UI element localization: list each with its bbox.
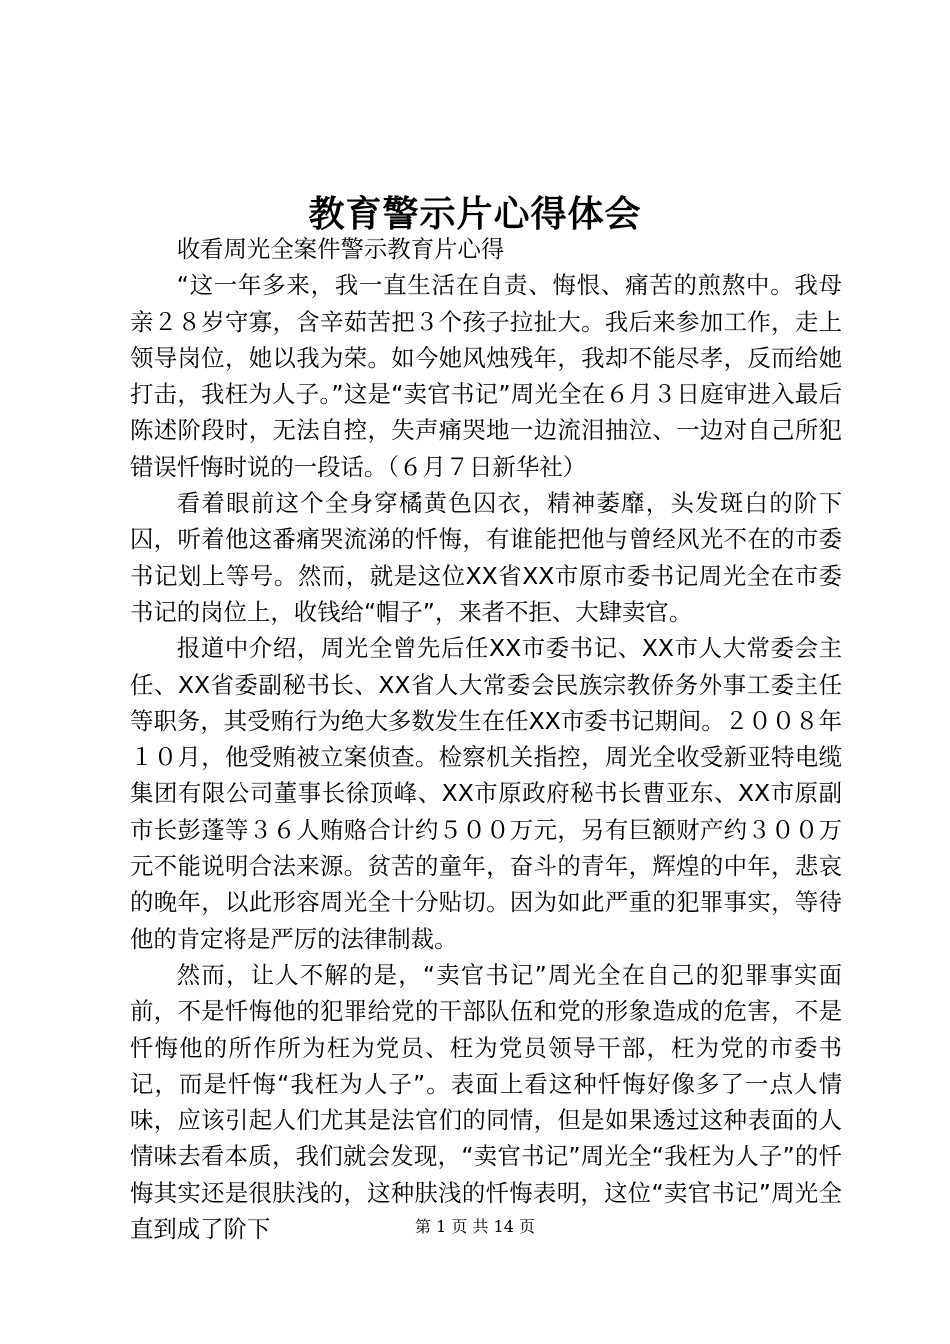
page-footer: 第 1 页 共 14 页 [415,1217,535,1236]
body-paragraph: “这一年多来，我一直生活在自责、悔恨、痛苦的煎熬中。我母亲２８岁守寡，含辛茹苦把３个孩子拉扯大。我后来参加工作，走上领导岗位，她以我为荣。如今她风烛残年，我却不能尽孝，反而给她打击，我枉为人子。”这是“卖官书记”周光全在６月３日庭审进入最后陈述阶段时，无法自控，失声痛哭地一边流泪抽泣、一边对自己所犯错误忏悔时说的一段话。（６月７日新华社） [130,271,842,481]
body-paragraph: 然而，让人不解的是，“卖官书记”周光全在自己的犯罪事实面前，不是忏悔他的犯罪给党的干部队伍和党的形象造成的危害，不是忏悔他的所作所为枉为党员、枉为党员领导干部，枉为党的市委书记，而是忏悔“我枉为人子”。表面上看这种忏悔好像多了一点人情味，应该引起人们尤其是法官们的同情，但是如果透过这种表面的人情味去看本质，我们就会发现，“卖官书记”周光全“我枉为人子”的忏悔其实还是很肤浅的，这种肤浅的忏悔表明，这位“卖官书记”周光全直到成了阶下 [130,960,842,1244]
body-paragraph: 看着眼前这个全身穿橘黄色囚衣，精神萎靡，头发斑白的阶下囚，听着他这番痛哭流涕的忏悔，有谁能把他与曾经风光不在的市委书记划上等号。然而，就是这位XX省XX市原市委书记周光全在市委书记的岗位上，收钱给“帽子”，来者不拒、大肆卖官。 [130,489,842,626]
body-paragraph: 报道中介绍，周光全曾先后任XX市委书记、XX市人大常委会主任、XX省委副秘书长、XX省人大常委会民族宗教侨务外事工委主任等职务，其受贿行为绝大多数发生在任XX市委书记期间。２００８年１０月，他受贿被立案侦查。检察机关指控，周光全收受新亚特电缆集团有限公司董事长徐顶峰、XX市原政府秘书长曹亚东、XX市原副市长彭蓬等３６人贿赂合计约５００万元，另有巨额财产约３００万元不能说明合法来源。贫苦的童年，奋斗的青年，辉煌的中年，悲哀的晚年，以此形容周光全十分贴切。因为如此严重的犯罪事实，等待他的肯定将是严厉的法律制裁。 [130,634,842,953]
document-subtitle: 收看周光全案件警示教育片心得 [176,235,505,263]
document-title: 教育警示片心得体会 [308,193,642,235]
document-body [130,231,842,1247]
